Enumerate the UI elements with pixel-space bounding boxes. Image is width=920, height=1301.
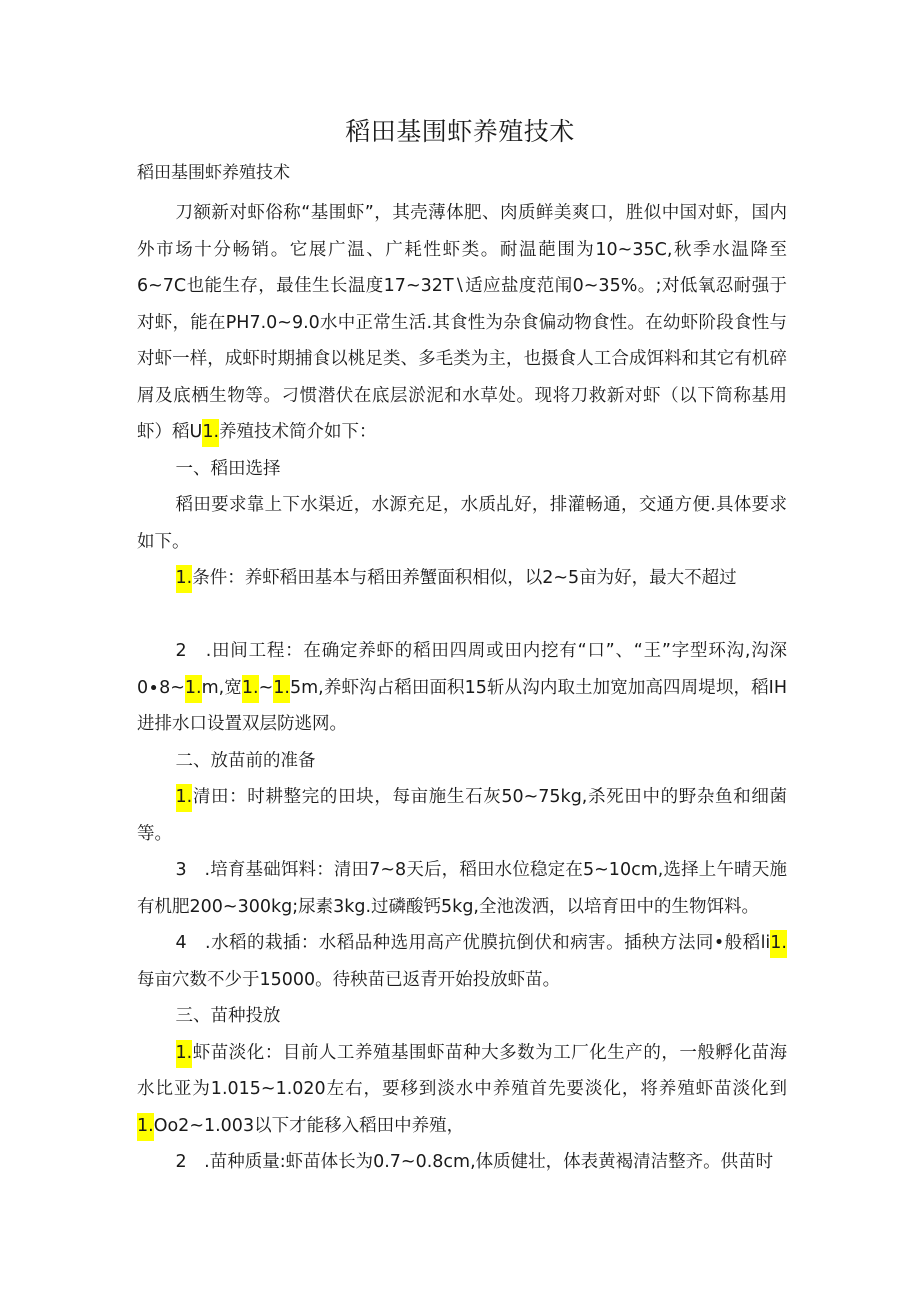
highlight-mark: 1. <box>176 784 193 812</box>
section-heading: 三、苗种投放 <box>175 1006 281 1026</box>
section-heading: 一、稻田选择 <box>175 458 281 479</box>
body-paragraph: 4 .水稻的栽插：水稻品种选用高产优膜抗倒伏和病害。插秧方法同•般稻li1.每亩穴数不少于15000。待秧苗已返青开始投放虾苗。 <box>137 925 787 998</box>
body-paragraph: 1.清田：时耕整完的田块，每亩施生石灰50~75kg,杀死田中的野杂鱼和细菌等。 <box>137 779 787 852</box>
section-heading: 二、放苗前的准备 <box>175 750 316 771</box>
body-paragraph: 3 .培育基础饵料：清田7~8天后，稻田水位稳定在5~10cm,选择上午晴天施有机肥200~300kg;尿素3kg.过磷酸钙5kg,全池泼洒，以培育田中的生物饵料。 <box>137 860 787 917</box>
body-paragraph: 1.虾苗淡化：目前人工养殖基围虾苗种大多数为工厂化生产的，一般孵化苗海水比亚为1.015~1.020左右，要移到淡水中养殖首先要淡化，将养殖虾苗淡化到1.Oo2~1.003以下才能移入稻田中养殖， <box>137 1035 787 1145</box>
highlight-mark: 1. <box>242 675 259 703</box>
body-paragraph: 2 .田间工程：在确定养虾的稻田四周或田内挖有“口”、“王”字型环沟,沟深0∙8~1.m,宽1.~1.5m,养虾沟占稻田面积15斩从沟内取土加宽加高四周堤坝，稻IH进排水口设置双层防逃网。 <box>137 641 787 734</box>
highlight-mark: 1. <box>770 930 787 958</box>
document-body <box>137 195 787 1181</box>
body-paragraph: 稻田要求靠上下水渠近，水源充足，水质乩好，排灌畅通，交通方便.具体要求如下。 <box>137 495 787 552</box>
body-paragraph: 1.条件：养虾稻田基本与稻田养蟹面积相似，以2~5亩为好，最大不超过 <box>137 560 787 597</box>
highlight-mark: 1. <box>185 675 202 703</box>
highlight-mark: 1. <box>202 419 219 447</box>
highlight-mark: 1. <box>176 1040 193 1068</box>
highlight-mark: 1. <box>176 565 193 593</box>
highlight-mark: 1. <box>273 675 290 703</box>
body-paragraph: 2 .苗种质量:虾苗体长为0.7~0.8cm,体质健壮，体表黄褐清洁整齐。供苗时 <box>175 1152 774 1172</box>
document-subtitle: 稻田基围虾养殖技术 <box>137 163 290 183</box>
highlight-mark: 1. <box>137 1113 154 1141</box>
intro-paragraph: 刀额新对虾俗称“基围虾”，其壳薄体肥、肉质鲜美爽口，胜似中国对虾，国内外市场十分畅销。它展广温、广耗性虾类。耐温葩围为10~35C,秋季水温降至6~7C也能生存，最佳生长温度17~32T∖适应盐度范闱0~35%。;对低氧忍耐强于对虾，能在PH7.0~9.0水中正常生活.其食性为杂食偏动物食性。在幼虾阶段食性与对虾一样，成虾时期捕食以桃足类、多毛类为主，也摄食人工合成饵料和其它有机碎屑及底栖生物等。刁惯潜伏在底层淤泥和水草处。现将刀救新对虾（以下筒称基用虾）稻U1.养殖技术简介如下： <box>137 195 787 451</box>
document-title: 稻田基围虾养殖技术 <box>345 117 575 146</box>
